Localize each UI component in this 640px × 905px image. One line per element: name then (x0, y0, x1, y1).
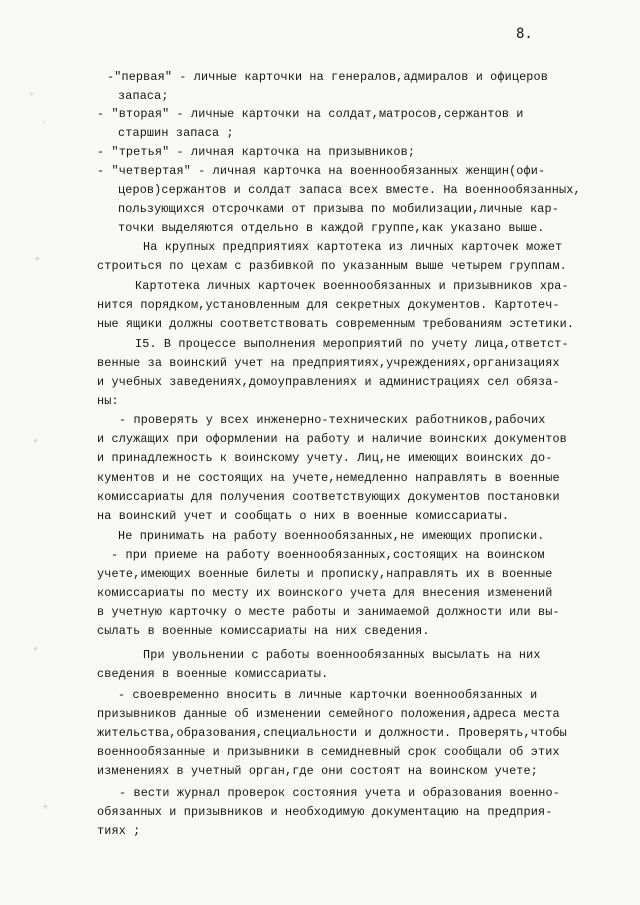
text-line: - "четвертая" - личная карточка на военнообязанных женщин(офи- (97, 164, 546, 178)
text-line: изменениях в учетный орган,где они состоят на воинском учете; (97, 764, 538, 778)
text-line: жительства,образования,специальности и должности. Проверять,чтобы (97, 726, 567, 740)
text-line: церов)сержантов и солдат запаса всех вместе. На военнообязанных, (118, 183, 581, 197)
text-line: кументов и не состоящих на учете,немедленно направлять в военные (97, 471, 560, 485)
text-line: строиться по цехам с разбивкой по указанным выше четырем группам. (97, 259, 567, 273)
text-line: военнообязанные и призывники в семидневный срок сообщали об этих (97, 745, 560, 759)
text-line: старшин запаса ; (118, 126, 234, 140)
text-line: На крупных предприятиях картотека из личных карточек может (143, 240, 563, 254)
text-line: обязанных и призывников и необходимую документацию на предприя- (97, 805, 553, 819)
text-line: и служащих при оформлении на работу и наличие воинских документов (97, 432, 567, 446)
margin-mark: * (32, 437, 40, 449)
text-line: - "третья" - личная карточка на призывников; (97, 145, 416, 159)
text-line: - при приеме на работу военнообязанных,состоящих на воинском (111, 548, 545, 562)
text-line: I5. В процессе выполнения мероприятий по учету лица,ответст- (135, 337, 569, 351)
text-line: и принадлежность к воинскому учету. Лиц,не имеющих воинских до- (97, 451, 553, 465)
text-line: - своевременно вносить в личные карточки военнообязанных и (118, 688, 538, 702)
text-line: на воинский учет и сообщать о них в военные комиссариаты. (97, 509, 510, 523)
text-line: сведения в военные комиссариаты. (97, 667, 329, 681)
text-line: сылать в военные комиссариаты на них сведения. (97, 624, 430, 638)
text-line: При увольнении с работы военнообязанных высылать на них (143, 648, 541, 662)
margin-mark: * (32, 645, 40, 657)
margin-mark: ° (28, 91, 36, 103)
text-line: венные за воинский учет на предприятиях,учреждениях,организациях (97, 356, 560, 370)
text-line: пользующихся отсрочками от призыва по мобилизации,личные кар- (118, 202, 559, 216)
text-line: и учебных заведениях,домоуправлениях и администрациях сел обяза- (97, 375, 560, 389)
margin-mark: ' (42, 119, 48, 131)
page-number: 8. (516, 26, 533, 42)
text-line: Картотека личных карточек военнообязанных и призывников хра- (135, 279, 569, 293)
text-line: нится порядком,установленным для секретных документов. Картотеч- (97, 298, 560, 312)
text-line: точки выделяются отдельно в каждой группе,как указано выше. (118, 221, 545, 235)
text-line: ны: (97, 394, 119, 408)
text-line: - "вторая" - личные карточки на солдат,матросов,сержантов и (97, 107, 524, 121)
text-line: ные ящики должны соответствовать современным требованиям эстетики. (97, 317, 575, 331)
text-line: комиссариаты для получения соответствующих документов постановки (97, 490, 560, 504)
text-line: комиссариаты по месту их воинского учета для внесения изменений (97, 586, 553, 600)
text-line: -"первая" - личные карточки на генералов,адмиралов и офицеров (107, 70, 548, 84)
text-line: тиях ; (97, 824, 141, 838)
text-line: учете,имеющих военные билеты и прописку,направлять их в военные (97, 567, 553, 581)
text-line: Не принимать на работу военнообязанных,не имеющих прописки. (118, 529, 545, 543)
margin-mark: * (34, 255, 42, 267)
text-line: - проверять у всех инженерно-технических работников,рабочих (119, 413, 546, 427)
text-line: запаса; (118, 89, 169, 103)
text-line: в учетную карточку о месте работы и занимаемой должности или вы- (97, 605, 560, 619)
text-line: - вести журнал проверок состояния учета и образования военно- (119, 786, 560, 800)
text-line: призывников данные об изменении семейного положения,адреса места (97, 707, 560, 721)
margin-mark: * (42, 803, 50, 815)
